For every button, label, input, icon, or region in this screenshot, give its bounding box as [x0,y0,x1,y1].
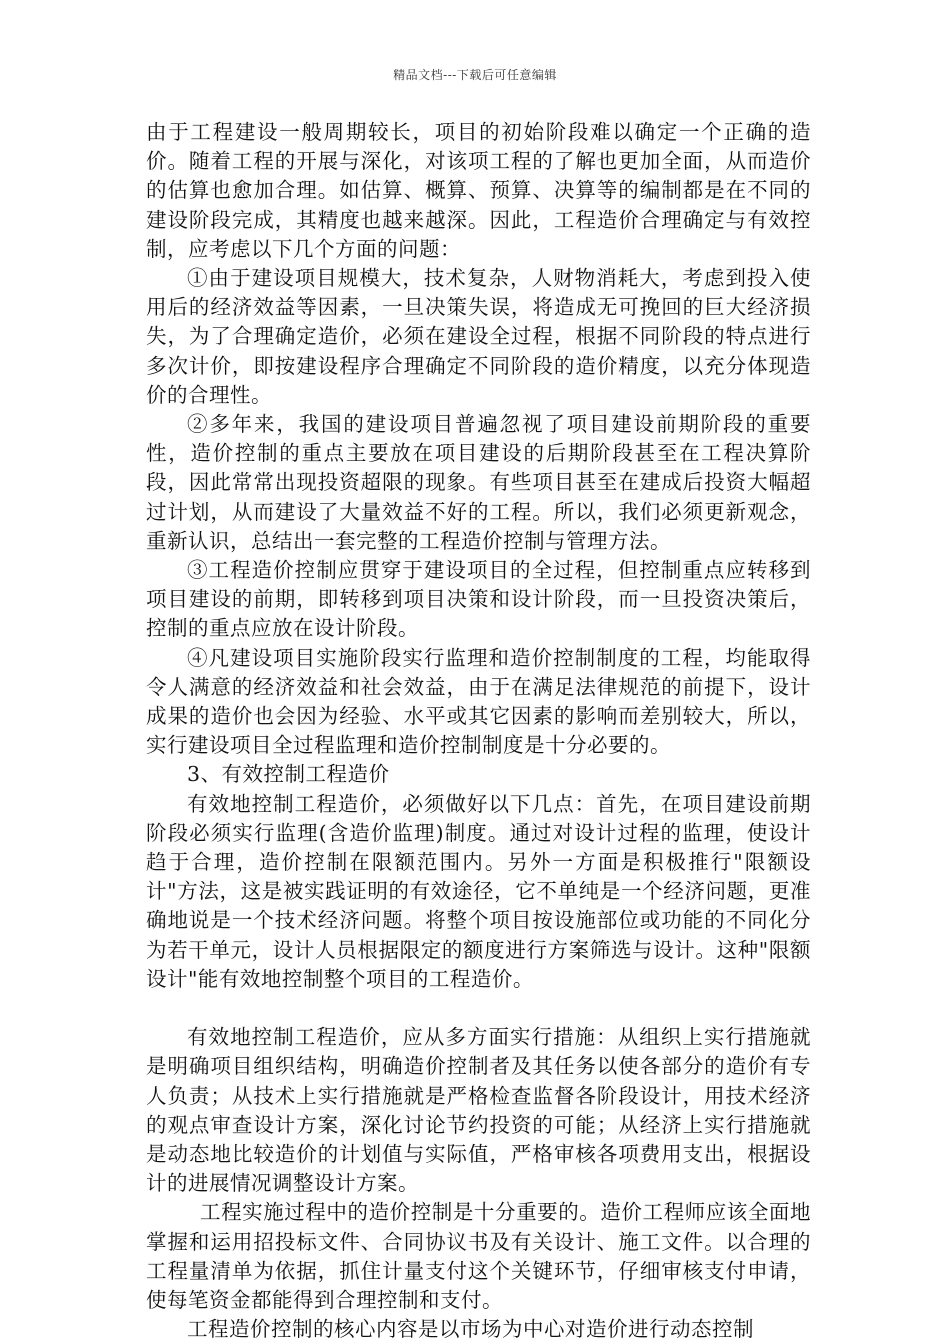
section-heading: 3、有效控制工程造价 [187,762,390,787]
document-body [146,118,811,1344]
paragraph-section-body-4: 工程造价控制的核心内容是以市场为中心对造价进行动态控制 [187,1317,754,1342]
paragraph-point-3: ③工程造价控制应贯穿于建设项目的全过程，但控制重点应转移到项目建设的前期，即转移到项目决策和设计阶段，而一旦投资决策后，控制的重点应放在设计阶段。 [146,558,811,641]
paragraph-point-4: ④凡建设项目实施阶段实行监理和造价控制制度的工程，均能取得令人满意的经济效益和社会效益，由于在满足法律规范的前提下，设计成果的造价也会因为经验、水平或其它因素的影响而差别较大，所以，实行建设项目全过程监理和造价控制制度是十分必要的。 [146,645,811,758]
page-header: 精品文档---下载后可任意编辑 [393,68,557,82]
paragraph-point-1: ①由于建设项目规模大，技术复杂，人财物消耗大，考虑到投入使用后的经济效益等因素，一旦决策失误，将造成无可挽回的巨大经济损失，为了合理确定造价，必须在建设全过程，根据不同阶段的特点进行多次计价，即按建设程序合理确定不同阶段的造价精度，以充分体现造价的合理性。 [146,266,811,407]
paragraph-section-body-1: 有效地控制工程造价，必须做好以下几点：首先，在项目建设前期阶段必须实行监理(含造价监理)制度。通过对设计过程的监理，使设计趋于合理，造价控制在限额范围内。另外一方面是积极推行"限额设计"方法，这是被实践证明的有效途径，它不单纯是一个经济问题，更准确地说是一个技术经济问题。将整个项目按设施部位或功能的不同化分为若干单元，设计人员根据限定的额度进行方案筛选与设计。这种"限额设计"能有效地控制整个项目的工程造价。 [146,791,811,991]
paragraph-point-2: ②多年来，我国的建设项目普遍忽视了项目建设前期阶段的重要性，造价控制的重点主要放在项目建设的后期阶段甚至在工程决算阶段，因此常常出现投资超限的现象。有些项目甚至在建成后投资大幅超过计划，从而建设了大量效益不好的工程。所以，我们必须更新观念，重新认识，总结出一套完整的工程造价控制与管理方法。 [146,412,811,553]
paragraph-intro: 由于工程建设一般周期较长，项目的初始阶段难以确定一个正确的造价。随着工程的开展与深化，对该项工程的了解也更加全面，从而造价的估算也愈加合理。如估算、概算、预算、决算等的编制都是在不同的建设阶段完成，其精度也越来越深。因此，工程造价合理确定与有效控制，应考虑以下几个方面的问题： [146,120,811,261]
paragraph-section-body-2: 有效地控制工程造价，应从多方面实行措施：从组织上实行措施就是明确项目组织结构，明确造价控制者及其任务以使各部分的造价有专人负责；从技术上实行措施就是严格检查监督各阶段设计，用技术经济的观点审查设计方案，深化讨论节约投资的可能；从经济上实行措施就是动态地比较造价的计划值与实际值，严格审核各项费用支出，根据设计的进展情况调整设计方案。 [146,1025,811,1196]
paragraph-section-body-3: 工程实施过程中的造价控制是十分重要的。造价工程师应该全面地掌握和运用招投标文件、合同协议书及有关设计、施工文件。以合理的工程量清单为依据，抓住计量支付这个关键环节，仔细审核支付申请，使每笔资金都能得到合理控制和支付。 [146,1200,811,1312]
